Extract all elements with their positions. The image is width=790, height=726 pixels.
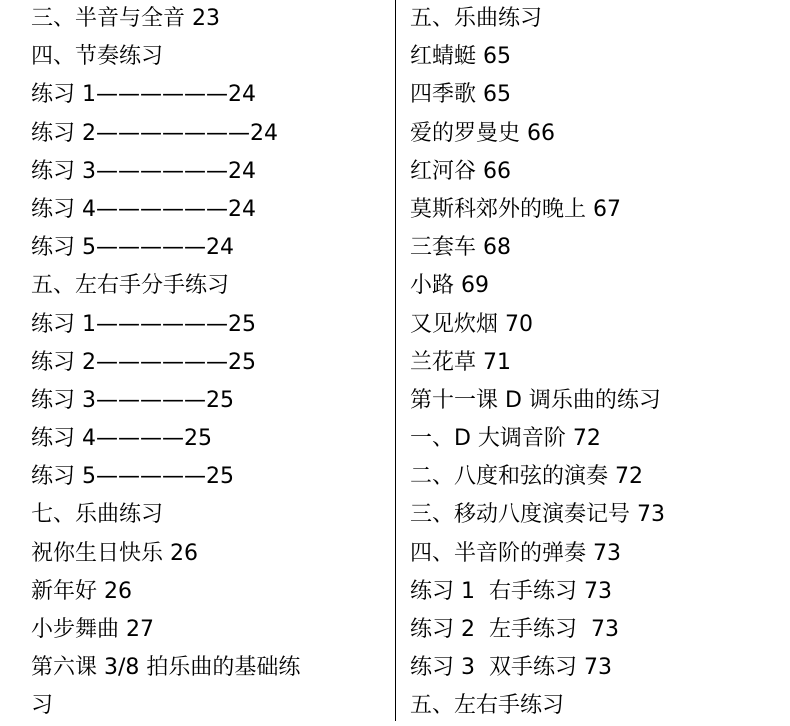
- toc-entry: 莫斯科郊外的晚上 67: [410, 196, 621, 222]
- toc-entry: 三、半音与全音 23: [31, 6, 220, 31]
- column-divider: [395, 0, 396, 721]
- toc-entry-continuation: 习: [31, 693, 54, 719]
- toc-entry: 红河谷 66: [410, 158, 511, 184]
- toc-entry: 四、半音阶的弹奏 73: [410, 540, 621, 566]
- toc-entry: 三、移动八度演奏记号 73: [410, 502, 665, 528]
- toc-entry: 四、节奏练习: [31, 44, 164, 70]
- toc-entry: 一、D 大调音阶 72: [410, 426, 601, 452]
- toc-entry: 第十一课 D 调乐曲的练习: [410, 387, 661, 413]
- toc-left-column: [31, 0, 393, 726]
- toc-right-column: [410, 0, 788, 726]
- toc-entry: 五、乐曲练习: [410, 6, 543, 31]
- toc-entry: 祝你生日快乐 26: [31, 540, 198, 566]
- toc-entry: 练习 1——————24: [31, 82, 256, 108]
- toc-entry: 红蜻蜓 65: [410, 44, 511, 70]
- toc-entry: 第六课 3/8 拍乐曲的基础练: [31, 655, 301, 681]
- toc-entry: 练习 5—————24: [31, 235, 234, 261]
- toc-entry: 兰花草 71: [410, 349, 511, 375]
- toc-entry: 小步舞曲 27: [31, 617, 154, 642]
- toc-entry: 练习 2——————25: [31, 349, 256, 375]
- toc-entry: 七、乐曲练习: [31, 502, 164, 528]
- toc-entry: 五、左右手练习: [410, 693, 565, 719]
- toc-entry: 练习 3——————24: [31, 158, 256, 184]
- toc-entry: 新年好 26: [31, 578, 132, 604]
- toc-entry: 练习 2———————24: [31, 120, 278, 146]
- toc-entry: 三套车 68: [410, 235, 511, 261]
- toc-entry: 练习 5—————25: [31, 464, 234, 490]
- toc-entry: 练习 1 右手练习 73: [410, 578, 612, 604]
- toc-entry: 二、八度和弦的演奏 72: [410, 464, 643, 490]
- toc-entry: 练习 4————25: [31, 426, 212, 452]
- toc-entry: 练习 1——————25: [31, 311, 256, 337]
- toc-entry: 练习 3 双手练习 73: [410, 655, 612, 681]
- toc-entry: 五、左右手分手练习: [31, 273, 230, 299]
- toc-entry: 爱的罗曼史 66: [410, 120, 555, 146]
- toc-entry: 又见炊烟 70: [410, 311, 533, 337]
- toc-entry: 练习 2 左手练习 73: [410, 617, 619, 642]
- toc-entry: 四季歌 65: [410, 82, 511, 108]
- toc-entry: 练习 4——————24: [31, 196, 256, 222]
- toc-entry: 练习 3—————25: [31, 387, 234, 413]
- toc-entry: 小路 69: [410, 273, 489, 299]
